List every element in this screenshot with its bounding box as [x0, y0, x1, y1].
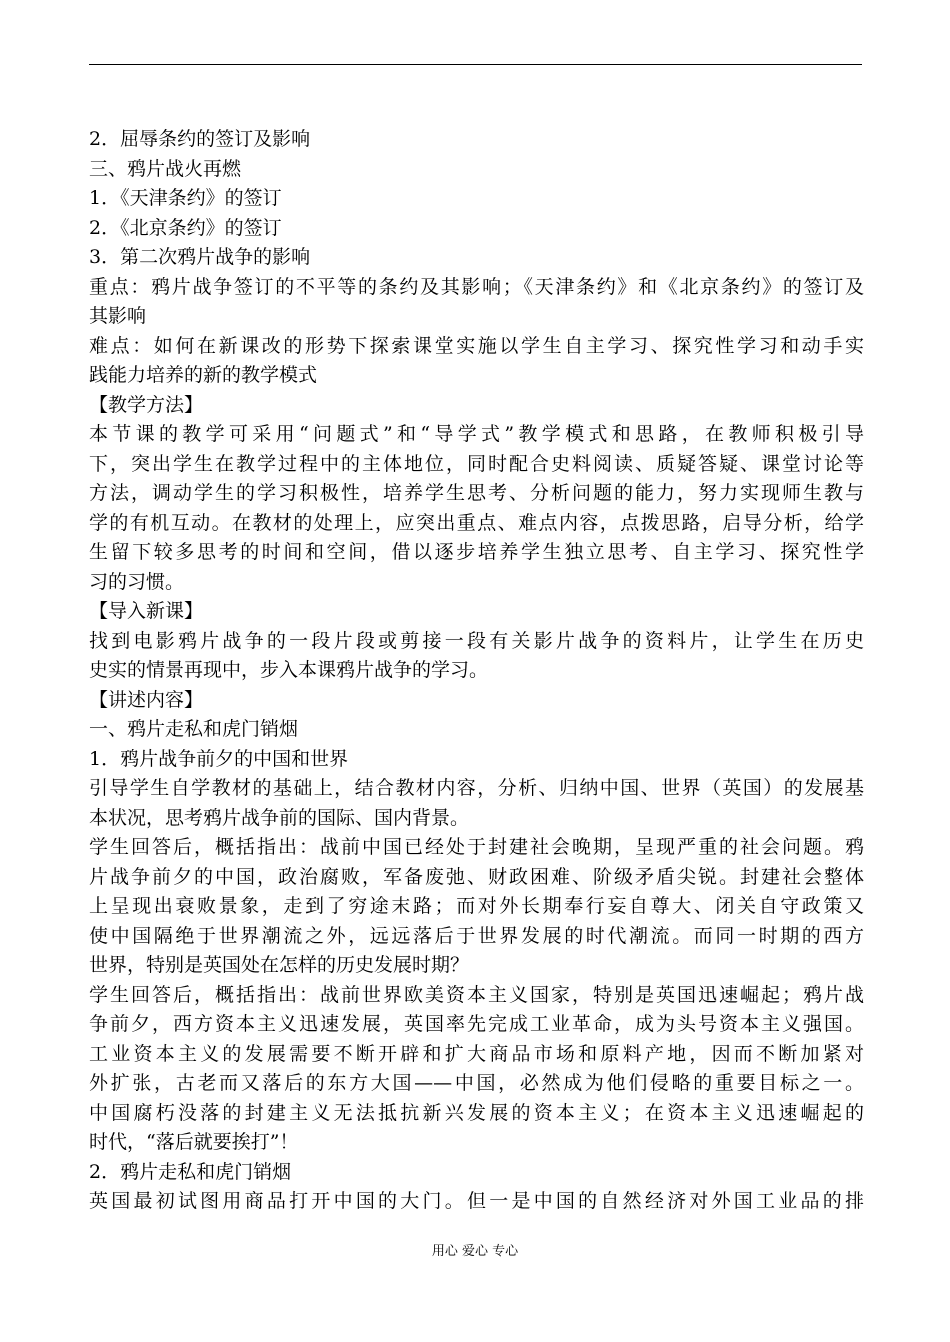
text-line: 重点：鸦片战争签订的不平等的条约及其影响；《天津条约》和《北京条约》的签订及 — [89, 275, 864, 298]
text-line: 1．鸦片战争前夕的中国和世界 — [89, 747, 349, 770]
text-line: 1．《天津条约》的签订 — [89, 187, 282, 209]
text-line: 难点：如何在新课改的形势下探索课堂实施以学生自主学习、探究性学习和动手实 — [89, 334, 864, 357]
text-line: 上呈现出衰败景象，走到了穷途末路；而对外长期奉行妄自尊大、闭关自守政策又 — [89, 895, 864, 917]
text-line: 方法，调动学生的学习积极性，培养学生思考、分析问题的能力，努力实现师生教与 — [89, 482, 864, 504]
text-line: 争前夕，西方资本主义迅速发展，英国率先完成工业革命，成为头号资本主义强国。 — [89, 1013, 864, 1035]
text-line: 生留下较多思考的时间和空间，借以逐步培养学生独立思考、自主学习、探究性学 — [89, 541, 864, 563]
text-line: 史实的情景再现中，步入本课鸦片战争的学习。 — [89, 659, 489, 681]
text-line: 本节课的教学可采用“问题式”和“导学式”教学模式和思路，在教师积极引导 — [89, 423, 864, 445]
document-body — [89, 125, 864, 1217]
text-line: 【导入新课】 — [89, 600, 204, 622]
text-line: 工业资本主义的发展需要不断开辟和扩大商品市场和原料产地，因而不断加紧对 — [89, 1042, 864, 1065]
text-line: 【讲述内容】 — [89, 688, 204, 711]
text-line: 2．屈辱条约的签订及影响 — [89, 128, 311, 150]
text-line: 其影响 — [89, 305, 147, 327]
text-line: 学的有机互动。在教材的处理上，应突出重点、难点内容，点拨思路，启导分析，给学 — [89, 511, 864, 534]
text-line: 片战争前夕的中国，政治腐败，军备废弛、财政困难、阶级矛盾尖锐。封建社会整体 — [89, 865, 864, 888]
text-line: 世界，特别是英国处在怎样的历史发展时期？ — [89, 954, 470, 976]
text-line: 找到电影鸦片战争的一段片段或剪接一段有关影片战争的资料片，让学生在历史 — [89, 629, 864, 652]
text-line: 下，突出学生在教学过程中的主体地位，同时配合史料阅读、质疑答疑、课堂讨论等 — [89, 452, 864, 475]
text-line: 使中国隔绝于世界潮流之外，远远落后于世界发展的时代潮流。而同一时期的西方 — [89, 924, 864, 947]
text-line: 【教学方法】 — [89, 393, 204, 416]
text-line: 英国最初试图用商品打开中国的大门。但一是中国的自然经济对外国工业品的排 — [89, 1190, 864, 1212]
text-line: 外扩张，古老而又落后的东方大国——中国，必然成为他们侵略的重要目标之一。 — [89, 1072, 864, 1094]
text-line: 一、鸦片走私和虎门销烟 — [89, 718, 299, 740]
text-line: 本状况，思考鸦片战争前的国际、国内背景。 — [89, 806, 470, 829]
text-line: 2．《北京条约》的签订 — [89, 216, 282, 239]
text-line: 习的习惯。 — [89, 570, 185, 593]
text-line: 中国腐朽没落的封建主义无法抵抗新兴发展的资本主义；在资本主义迅速崛起的 — [89, 1101, 864, 1124]
text-line: 学生回答后，概括指出：战前中国已经处于封建社会晚期，呈现严重的社会问题。鸦 — [89, 836, 864, 858]
text-line: 践能力培养的新的教学模式 — [89, 364, 318, 386]
page-footer: 用心 爱心 专心 — [431, 1244, 519, 1259]
header-rule — [89, 64, 862, 65]
text-line: 2．鸦片走私和虎门销烟 — [89, 1160, 292, 1183]
text-line: 学生回答后，概括指出：战前世界欧美资本主义国家，特别是英国迅速崛起；鸦片战 — [89, 983, 864, 1006]
text-line: 时代，“落后就要挨打”！ — [89, 1131, 299, 1153]
text-line: 引导学生自学教材的基础上，结合教材内容，分析、归纳中国、世界（英国）的发展基 — [89, 777, 864, 799]
text-line: 三、鸦片战火再燃 — [89, 157, 242, 180]
text-line: 3．第二次鸦片战争的影响 — [89, 246, 311, 268]
